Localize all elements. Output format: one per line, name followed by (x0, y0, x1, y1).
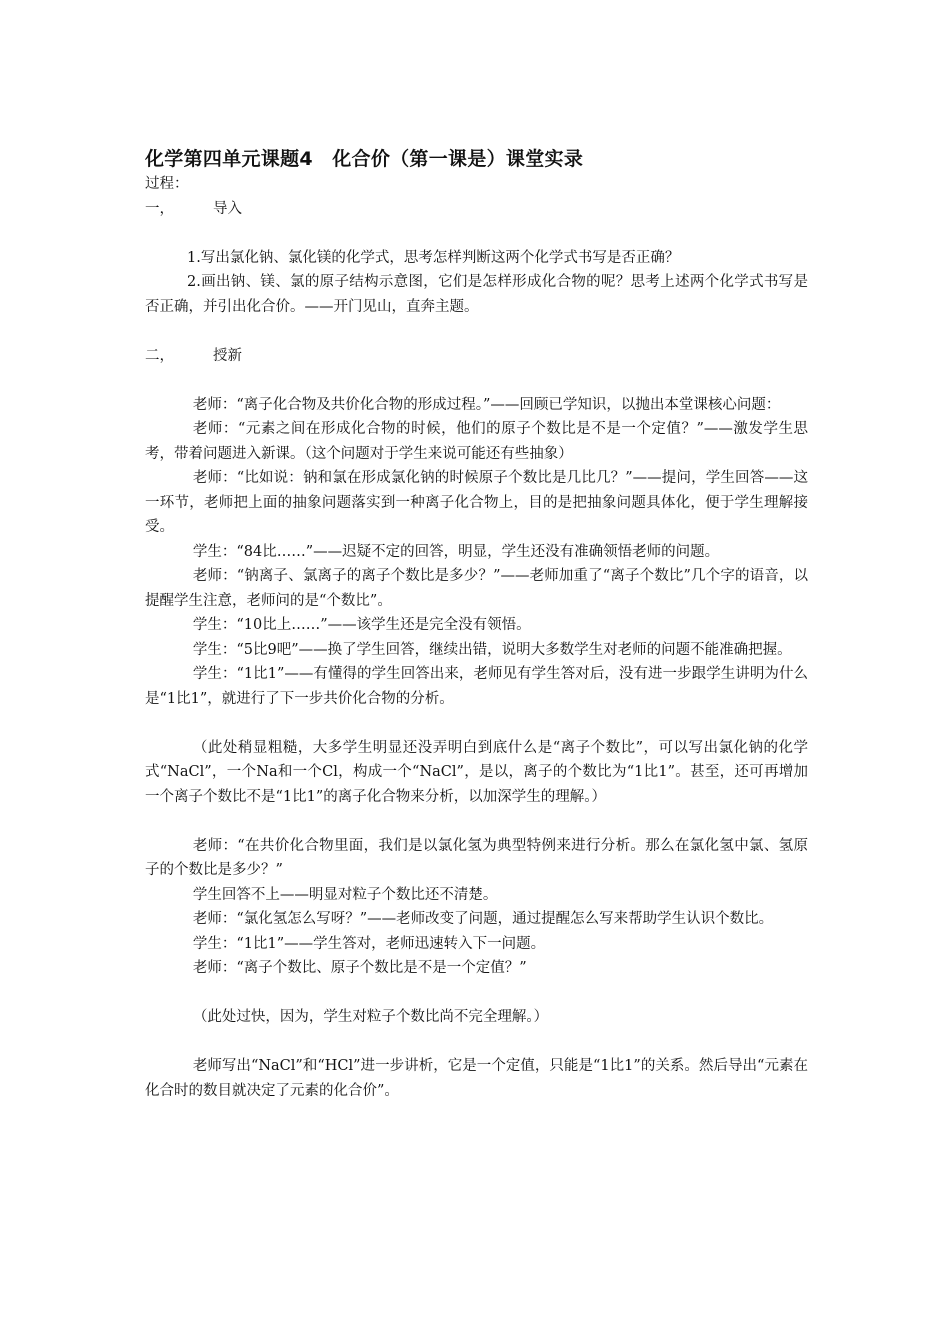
section-2-heading (145, 344, 808, 369)
dialogue-line: 老师：“元素之间在形成化合物的时候，他们的原子个数比是不是一个定值？”——激发学生思考，带着问题进入新课。（这个问题对于学生来说可能还有些抽象） (145, 421, 808, 462)
section-2-title: 授新 (213, 347, 242, 364)
section-1-heading (145, 197, 808, 222)
document-title: 化学第四单元课题4 化合价（第一课是）课堂实录 (145, 148, 584, 170)
dialogue-line: 老师：“钠离子、氯离子的离子个数比是多少？”——老师加重了“离子个数比”几个字的语音，以提醒学生注意，老师问的是“个数比”。 (145, 568, 808, 609)
conclusion-paragraph: 老师写出“NaCl”和“HCl”进一步讲析，它是一个定值，只能是“1比1”的关系。然后导出“元素在化合时的数目就决定了元素的化合价”。 (145, 1058, 808, 1099)
dialogue-line: 学生：“1比1”——学生答对，老师迅速转入下一问题。 (192, 935, 546, 952)
dialogue-line: 老师：“氯化氢怎么写呀？”——老师改变了问题，通过提醒怎么写来帮助学生认识个数比。 (192, 911, 774, 927)
dialogue-line: 老师：“比如说：钠和氯在形成氯化钠的时候原子个数比是几比几？”——提问，学生回答——这一环节，老师把上面的抽象问题落实到一种离子化合物上，目的是把抽象问题具体化，便于学生理解接受。 (145, 470, 808, 535)
document-body (145, 146, 808, 1103)
commentary-note: （此处过快，因为，学生对粒子个数比尚不完全理解。） (192, 1009, 549, 1025)
dialogue-line: 学生：“1比1”——有懂得的学生回答出来，老师见有学生答对后，没有进一步跟学生讲明为什么是“1比1”，就进行了下一步共价化合物的分析。 (145, 666, 808, 707)
paragraph: 1.写出氯化钠、氯化镁的化学式，思考怎样判断这两个化学式书写是否正确？ (187, 249, 680, 266)
dialogue-line: 老师：“离子化合物及共价化合物的形成过程。”——回顾已学知识，以抛出本堂课核心问题： (192, 396, 781, 413)
dialogue-line: 学生回答不上——明显对粒子个数比还不清楚。 (192, 886, 498, 903)
dialogue-line: 学生：“10比上……”——该学生还是完全没有领悟。 (192, 617, 531, 633)
commentary-note: （此处稍显粗糙，大多学生明显还没弄明白到底什么是“离子个数比”，可以写出氯化钠的化学式“NaCl”，一个Na和一个Cl，构成一个“NaCl”，是以，离子的个数比为“1比1”。甚至，还可再增加一个离子个数比不是“1比1”的离子化合物来分析，以加深学生的理解。） (145, 739, 808, 805)
section-1-title: 导入 (213, 200, 242, 217)
dialogue-line: 老师：“在共价化合物里面，我们是以氯化氢为典型特例来进行分析。那么在氯化氢中氯、氢原子的个数比是多少？” (145, 837, 808, 878)
section-2-number: 二， (145, 347, 174, 364)
section-1-number: 一， (145, 200, 174, 217)
dialogue-line: 学生：“84比……”——迟疑不定的回答，明显，学生还没有准确领悟老师的问题。 (192, 543, 720, 560)
process-label: 过程： (145, 176, 189, 192)
paragraph: 2.画出钠、镁、氯的原子结构示意图，它们是怎样形成化合物的呢？思考上述两个化学式书写是否正确，并引出化合价。——开门见山，直奔主题。 (145, 274, 808, 315)
dialogue-line: 学生：“5比9吧”——换了学生回答，继续出错，说明大多数学生对老师的问题不能准确把握。 (192, 641, 792, 658)
dialogue-line: 老师：“离子个数比、原子个数比是不是一个定值？” (192, 960, 527, 976)
